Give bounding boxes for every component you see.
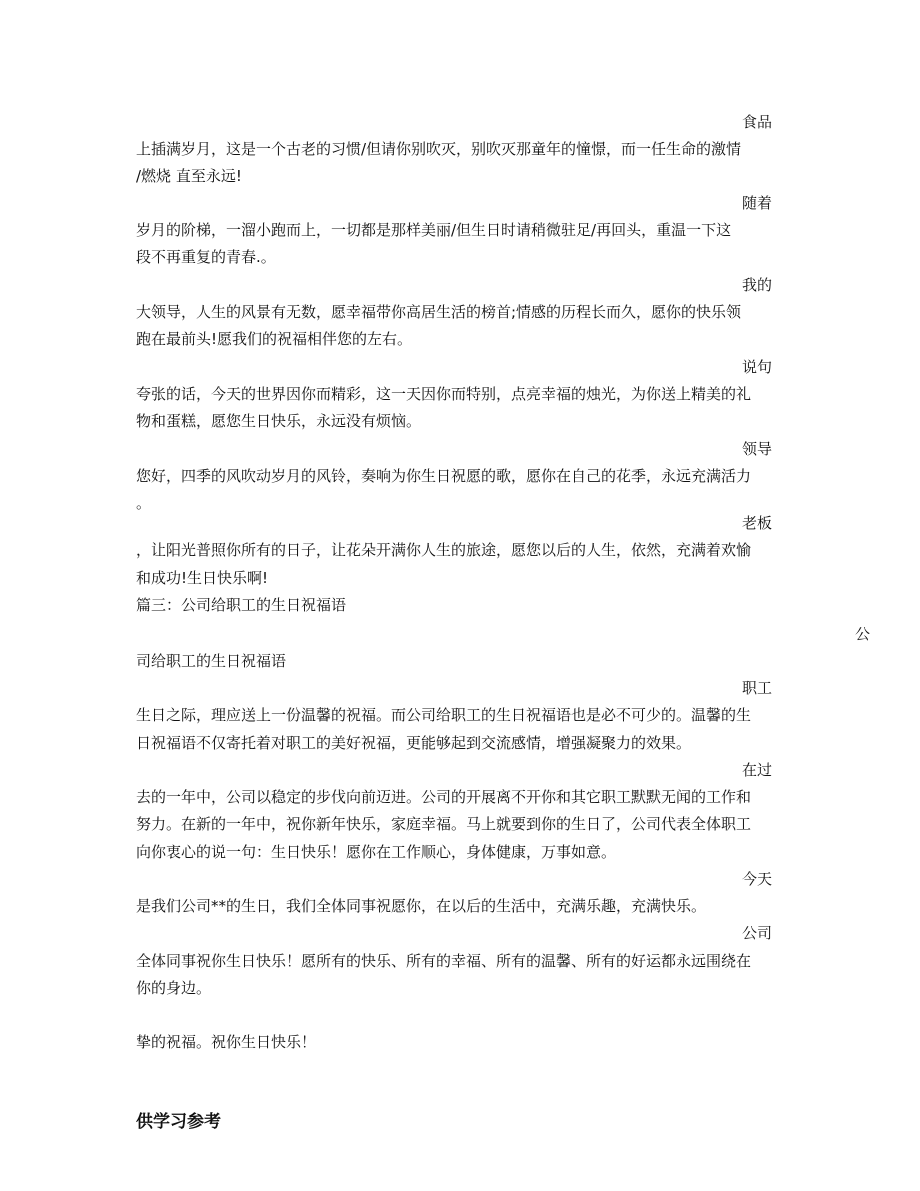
text-line: 食品	[741, 113, 772, 131]
text-line: 是我们公司**的生日，我们全体同事祝愿你，在以后的生活中，充满乐趣，充满快乐。	[136, 897, 707, 915]
text-line: 上插满岁月，这是一个古老的习惯/但请你别吹灭，别吹灭那童年的憧憬，而一任生命的激情	[136, 140, 742, 158]
text-line: 去的一年中，公司以稳定的步伐向前迈进。公司的开展离不开你和其它职工默默无闻的工作和	[136, 788, 752, 806]
text-line: 公司	[741, 924, 772, 942]
text-line: 向你衷心的说一句：生日快乐！愿你在工作顺心，身体健康，万事如意。	[136, 843, 617, 861]
footer-note: 供学习参考	[136, 1112, 221, 1132]
text-line: 职工	[741, 679, 772, 697]
text-line: 在过	[741, 761, 772, 779]
text-line: 岁月的阶梯，一溜小跑而上，一切都是那样美丽/但生日时请稍微驻足/再回头，重温一下这	[136, 221, 732, 239]
text-line: 老板	[741, 514, 772, 532]
text-line: 今天	[741, 870, 772, 888]
text-line: 领导	[741, 440, 772, 458]
text-line: ，让阳光普照你所有的日子，让花朵开满你人生的旅途，愿您以后的人生，依然，充满着欢愉	[136, 541, 752, 559]
text-line: 段不再重复的青春.。	[136, 248, 276, 266]
text-line: 和成功!生日快乐啊!	[136, 569, 269, 587]
text-line: 跑在最前头!愿我们的祝福相伴您的左右。	[136, 330, 413, 348]
text-line: 随着	[741, 194, 772, 212]
text-line: 公	[854, 625, 870, 643]
section-heading: 篇三：公司给职工的生日祝福语	[136, 596, 347, 614]
text-line: 您好，四季的风吹动岁月的风铃，奏响为你生日祝愿的歌，愿你在自己的花季，永远充满活力	[136, 467, 752, 485]
text-line: /燃烧 直至永远!	[136, 167, 242, 185]
text-line: 夸张的话，今天的世界因你而精彩，这一天因你而特别，点亮幸福的烛光，为你送上精美的礼	[136, 385, 752, 403]
text-line: 我的	[741, 276, 772, 294]
text-line: 司给职工的生日祝福语	[136, 652, 287, 670]
text-line: 努力。在新的一年中，祝你新年快乐，家庭幸福。马上就要到你的生日了，公司代表全体职工	[136, 815, 752, 833]
text-line: 物和蛋糕，愿您生日快乐，永远没有烦恼。	[136, 412, 422, 430]
text-line: 挚的祝福。祝你生日快乐！	[136, 1033, 317, 1051]
text-line: 大领导，人生的风景有无数，愿幸福带你高居生活的榜首;情感的历程长而久，愿你的快乐领	[136, 303, 742, 321]
text-line: 说句	[741, 358, 772, 376]
text-line: 你的身边。	[136, 979, 212, 997]
text-line: 日祝福语不仅寄托着对职工的美好祝福，更能够起到交流感情，增强凝聚力的效果。	[136, 734, 692, 752]
text-line: 全体同事祝你生日快乐！愿所有的快乐、所有的幸福、所有的温馨、所有的好运都永远围绕在	[136, 952, 752, 970]
text-line: 。	[136, 494, 152, 512]
text-line: 生日之际，理应送上一份温馨的祝福。而公司给职工的生日祝福语也是必不可少的。温馨的生	[136, 706, 752, 724]
